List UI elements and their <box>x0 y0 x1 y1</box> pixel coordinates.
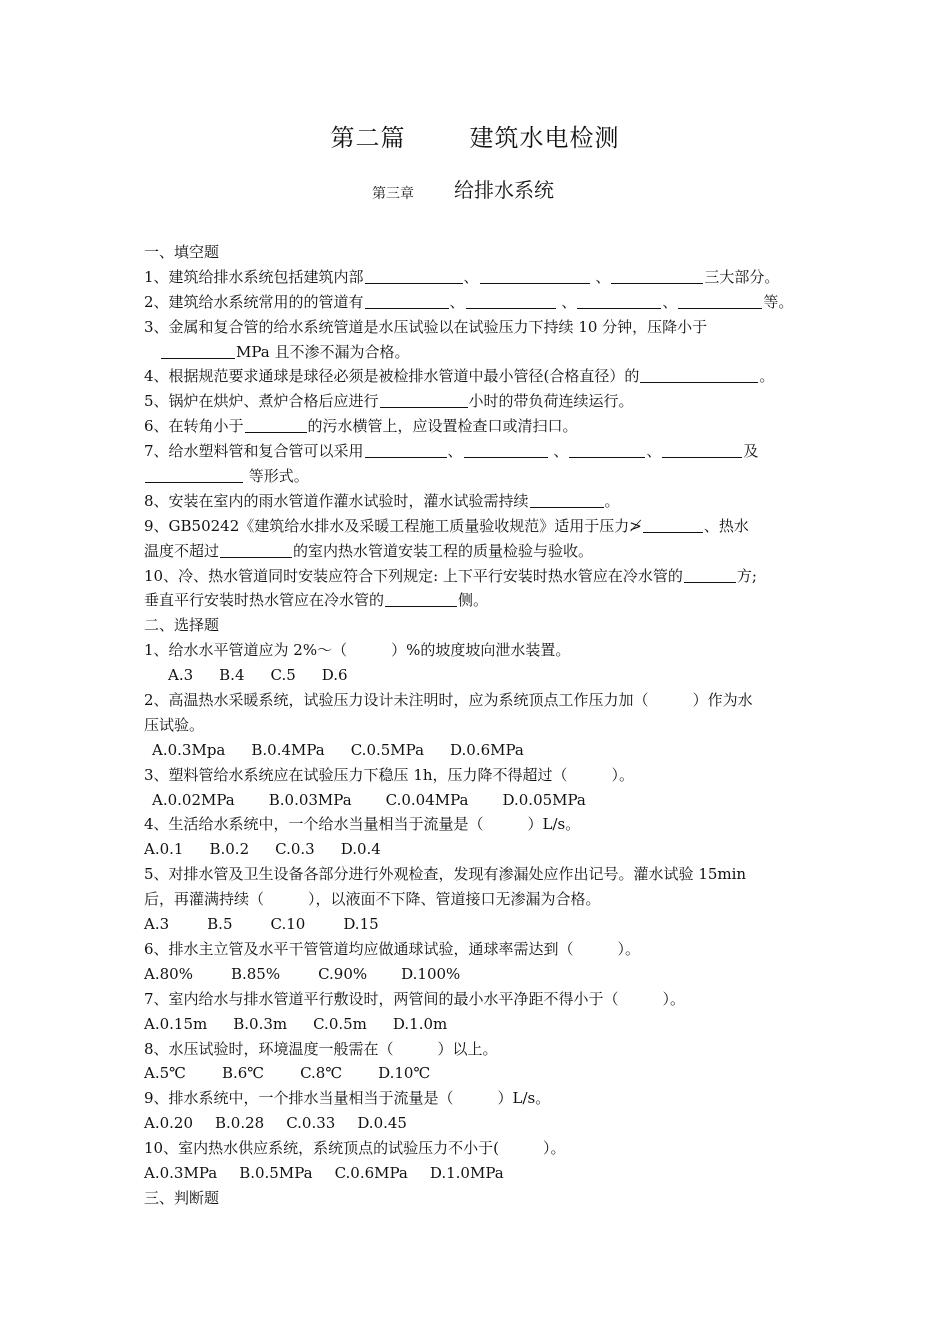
answer-blank[interactable] <box>220 541 292 558</box>
answer-blank[interactable] <box>385 590 457 607</box>
choice-options-2 <box>144 738 809 763</box>
answer-blank[interactable] <box>678 292 762 309</box>
option-c[interactable]: C.0.04MPa <box>385 790 469 809</box>
fill-question-4: 4、根据规范要求通球是球径必须是被检排水管道中最小管径(合格直径）的 。 <box>144 367 775 386</box>
option-b[interactable]: B.0.2 <box>209 840 250 859</box>
fill-question-9: 9、GB50242《建筑给水排水及采暖工程施工质量验收规范》适用于压力≯ 、热水 <box>144 516 749 535</box>
choice-question-10: 10、室内热水供应系统，系统顶点的试验压力不小于( ）。 <box>144 1139 566 1158</box>
choice-options-4 <box>144 837 809 862</box>
answer-blank[interactable] <box>530 491 604 508</box>
fill-question-10-cont: 垂直平行安装时热水管应在冷水管的 侧。 <box>144 591 489 610</box>
fill-question-2: 2、建筑给水系统常用的的管道有 、 、 、 等。 <box>144 292 794 311</box>
answer-blank[interactable] <box>662 441 742 458</box>
answer-blank[interactable] <box>480 267 590 284</box>
choice-options-5 <box>144 912 809 937</box>
part-title: 第二篇 <box>330 124 406 152</box>
choice-question-6: 6、排水主立管及水平干管管道均应做通球试验，通球率需达到（ ）。 <box>144 939 641 958</box>
option-d[interactable]: D.0.45 <box>357 1114 407 1133</box>
option-a[interactable]: A.0.3MPa <box>144 1163 218 1182</box>
choice-question-5: 5、对排水管及卫生设备各部分进行外观检查，发现有渗漏处应作出记号。灌水试验 15min <box>144 865 747 884</box>
option-d[interactable]: D.0.4 <box>340 840 381 859</box>
section-heading-judge: 三、判断题 <box>144 1188 220 1207</box>
option-c[interactable]: C.10 <box>270 915 306 934</box>
answer-blank[interactable] <box>365 267 463 284</box>
fill-question-1: 1、建筑给排水系统包括建筑内部 、 、 三大部分。 <box>144 267 780 286</box>
option-b[interactable]: B.5 <box>207 915 233 934</box>
option-d[interactable]: D.10℃ <box>378 1064 431 1083</box>
choice-question-9: 9、排水系统中，一个排水当量相当于流量是（ ）L/s。 <box>144 1089 551 1108</box>
option-a[interactable]: A.0.20 <box>144 1114 193 1133</box>
answer-blank[interactable] <box>466 292 556 309</box>
option-d[interactable]: D.1.0m <box>392 1014 448 1033</box>
answer-blank[interactable] <box>365 292 449 309</box>
answer-blank[interactable] <box>611 267 703 284</box>
option-b[interactable]: B.0.03MPa <box>268 790 352 809</box>
fill-question-7-cont: 等形式。 <box>144 464 809 489</box>
option-a[interactable]: A.0.15m <box>144 1014 208 1033</box>
choice-question-1: 1、给水水平管道应为 2%～（ ）%的坡度坡向泄水装置。 <box>144 641 571 660</box>
option-b[interactable]: B.85% <box>230 964 281 983</box>
choice-question-3: 3、塑料管给水系统应在试验压力下稳压 1h，压力降不得超过（ ）。 <box>144 765 635 784</box>
chapter-name: 给排水系统 <box>454 178 554 202</box>
option-d[interactable]: D.6 <box>321 666 348 685</box>
fill-question-3: 3、金属和复合管的给水系统管道是水压试验以在试验压力下持续 10 分钟，压降小于 <box>144 317 708 336</box>
option-a[interactable]: A.3 <box>144 915 170 934</box>
option-b[interactable]: B.0.4MPa <box>251 740 325 759</box>
option-c[interactable]: C.0.5m <box>313 1014 367 1033</box>
choice-options-10 <box>144 1161 809 1186</box>
option-a[interactable]: A.0.1 <box>144 840 184 859</box>
option-b[interactable]: B.4 <box>219 666 245 685</box>
choice-question-8: 8、水压试验时，环境温度一般需在（ ）以上。 <box>144 1039 498 1058</box>
answer-blank[interactable] <box>245 416 307 433</box>
chapter-title <box>372 174 554 203</box>
option-c[interactable]: C.0.5MPa <box>350 740 425 759</box>
option-d[interactable]: D.0.6MPa <box>450 740 524 759</box>
chapter-number: 第三章 <box>372 186 414 202</box>
option-c[interactable]: C.8℃ <box>300 1064 343 1083</box>
fill-question-5: 5、锅炉在烘炉、煮炉合格后应进行 小时的带负荷连续运行。 <box>144 392 634 411</box>
choice-question-5-cont: 后，再灌满持续（ ），以液面不下降、管道接口无渗漏为合格。 <box>144 890 601 909</box>
choice-options-3 <box>144 788 809 813</box>
choice-options-7 <box>144 1012 809 1037</box>
choice-question-2: 2、高温热水采暖系统，试验压力设计未注明时，应为系统顶点工作压力加（ ）作为水 <box>144 691 753 710</box>
page-title <box>0 118 950 153</box>
choice-question-4: 4、生活给水系统中，一个给水当量相当于流量是（ ）L/s。 <box>144 815 581 834</box>
fill-question-6: 6、在转角小于 的污水横管上，应设置检查口或清扫口。 <box>144 417 578 436</box>
option-a[interactable]: A.80% <box>144 964 193 983</box>
choice-options-1 <box>144 663 809 688</box>
fill-question-7: 7、给水塑料管和复合管可以采用 、 、 、 及 <box>144 442 759 461</box>
option-a[interactable]: A.3 <box>168 666 194 685</box>
fill-question-3-cont: MPa 且不渗不漏为合格。 <box>144 340 809 365</box>
answer-blank[interactable] <box>643 516 703 533</box>
choice-question-2-cont: 压试验。 <box>144 715 205 734</box>
option-b[interactable]: B.0.3m <box>233 1014 288 1033</box>
answer-blank[interactable] <box>569 441 645 458</box>
option-a[interactable]: A.0.3Mpa <box>152 740 226 759</box>
choice-options-9 <box>144 1111 809 1136</box>
choice-options-6 <box>144 962 809 987</box>
option-b[interactable]: B.0.5MPa <box>239 1163 313 1182</box>
answer-blank[interactable] <box>464 441 548 458</box>
option-d[interactable]: D.1.0MPa <box>429 1163 504 1182</box>
fill-question-9-cont: 温度不超过 的室内热水管道安装工程的质量检验与验收。 <box>144 541 594 560</box>
option-c[interactable]: C.5 <box>270 666 296 685</box>
answer-blank[interactable] <box>684 566 736 583</box>
fill-question-10: 10、冷、热水管道同时安装应符合下列规定: 上下平行安装时热水管应在冷水管的 方; <box>144 566 757 585</box>
option-c[interactable]: C.0.6MPa <box>334 1163 408 1182</box>
part-name: 建筑水电检测 <box>469 124 620 152</box>
option-c[interactable]: C.90% <box>318 964 368 983</box>
answer-blank[interactable] <box>577 292 661 309</box>
option-c[interactable]: C.0.3 <box>275 840 315 859</box>
option-b[interactable]: B.0.28 <box>215 1114 265 1133</box>
choice-options-8 <box>144 1061 809 1086</box>
option-d[interactable]: D.0.05MPa <box>502 790 586 809</box>
option-a[interactable]: A.5℃ <box>144 1064 186 1083</box>
option-b[interactable]: B.6℃ <box>221 1064 265 1083</box>
option-d[interactable]: D.15 <box>343 915 379 934</box>
fill-question-8: 8、安装在室内的雨水管道作灌水试验时，灌水试验需持续 。 <box>144 491 620 510</box>
answer-blank[interactable] <box>380 391 468 408</box>
answer-blank[interactable] <box>365 441 447 458</box>
answer-blank[interactable] <box>640 366 758 383</box>
answer-blank[interactable] <box>161 342 235 359</box>
option-c[interactable]: C.0.33 <box>286 1114 336 1133</box>
option-a[interactable]: A.0.02MPa <box>152 790 235 809</box>
option-d[interactable]: D.100% <box>401 964 461 983</box>
question-body <box>144 240 809 1211</box>
section-heading-choice: 二、选择题 <box>144 616 220 635</box>
section-heading-fill-in: 一、填空题 <box>144 243 220 261</box>
answer-blank[interactable] <box>145 466 243 483</box>
choice-question-7: 7、室内给水与排水管道平行敷设时，两管间的最小水平净距不得小于（ ）。 <box>144 989 686 1008</box>
